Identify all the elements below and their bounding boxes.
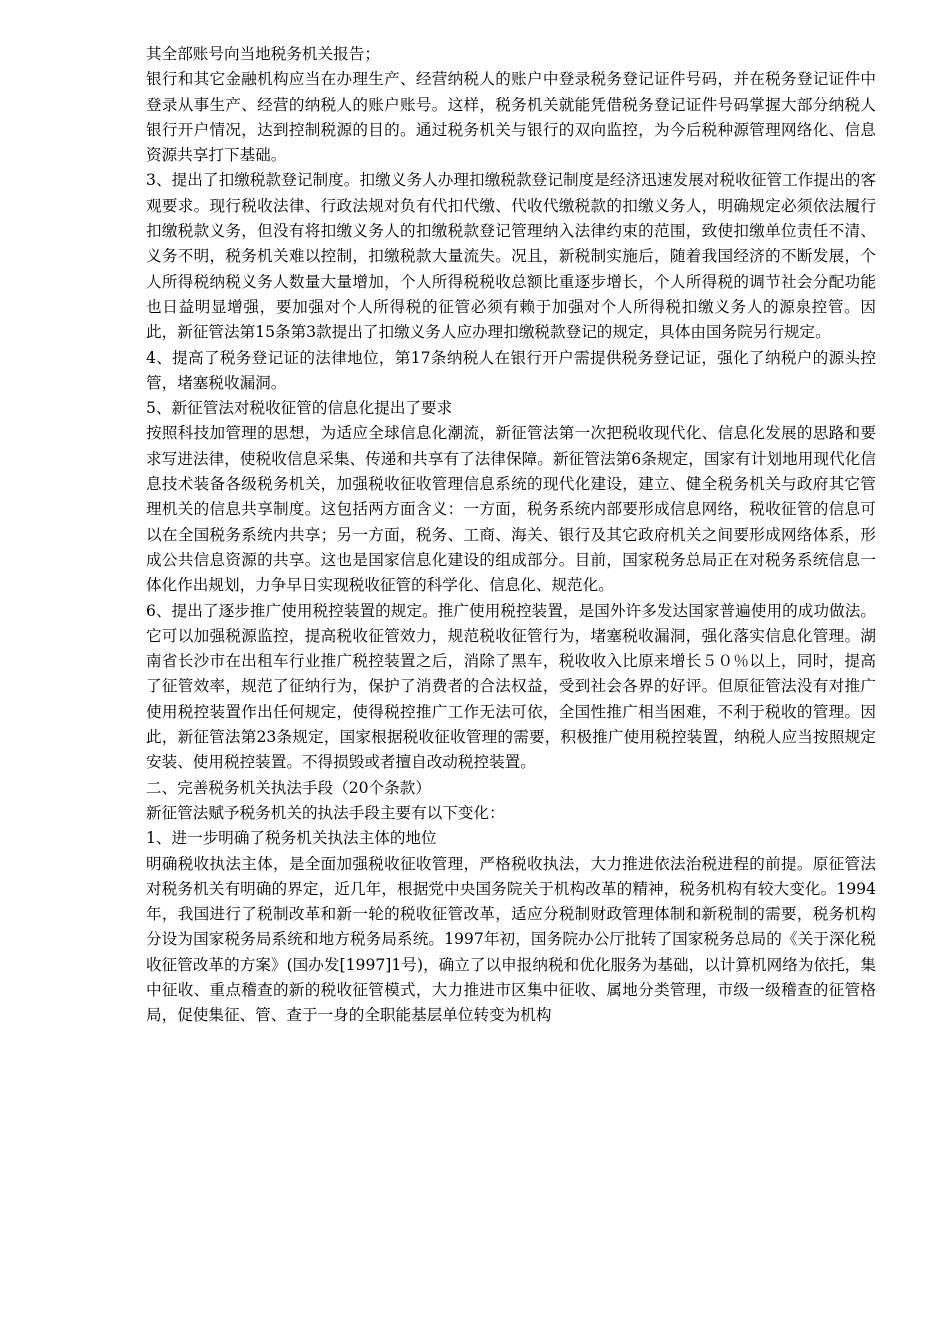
paragraph-informatization: 按照科技加管理的思想，为适应全球信息化潮流，新征管法第一次把税收现代化、信息化发展的思路和要求写进法律，使税收信息采集、传递和共享有了法律保障。新征管法第6条规定，国家有计划地用现代化信息技术装备各级税务机关，加强税收征收管理信息系统的现代化建设，建立、健全税务机关与政府其它管理机关的信息共享制度。这包括两方面含义：一方面，税务系统内部要形成信息网络，税收征管的信息可以在全国税务系统内共享；另一方面，税务、工商、海关、银行及其它政府机关之间要形成网络体系，形成公共信息资源的共享。这也是国家信息化建设的组成部分。目前，国家税务总局正在对税务系统信息一体化作出规划，力争早日实现税收征管的科学化、信息化、规范化。 [146, 424, 876, 595]
section-heading-2: 二、完善税务机关执法手段（20个条款） [146, 778, 431, 797]
paragraph-item-4: 4、提高了税务登记证的法律地位，第17条纳税人在银行开户需提供税务登记证，强化了纳税户的源头控管，堵塞税收漏洞。 [146, 348, 876, 392]
paragraph-subheading-1: 1、进一步明确了税务机关执法主体的地位 [146, 829, 437, 848]
paragraph-enforcement-subject: 明确税收执法主体，是全面加强税收征收管理，严格税收执法，大力推进依法治税进程的前提。原征管法对税务机关有明确的界定，近几年，根据党中央国务院关于机构改革的精神，税务机构有较大变化。1994年，我国进行了税制改革和新一轮的税收征管改革，适应分税制财政管理体制和新税制的需要，税务机构分设为国家税务局系统和地方税务局系统。1997年初，国务院办公厅批转了国家税务总局的《关于深化税收征管改革的方案》(国办发[1997]1号)，确立了以申报纳税和优化服务为基础，以计算机网络为依托，集中征收、重点稽查的新的税收征管模式，大力推进市区集中征收、属地分类管理，市级一级稽查的征管格局，促使集征、管、查于一身的全职能基层单位转变为机构 [146, 854, 876, 1025]
paragraph-item-5-heading: 5、新征管法对税收征管的信息化提出了要求 [146, 399, 453, 418]
paragraph-intro: 新征管法赋予税务机关的执法手段主要有以下变化： [146, 803, 505, 822]
paragraph-item-3: 3、提出了扣缴税款登记制度。扣缴义务人办理扣缴税款登记制度是经济迅速发展对税收征管工作提出的客观要求。现行税收法律、行政法规对负有代扣代缴、代收代缴税款的扣缴义务人，明确规定必须依法履行扣缴税款义务，但没有将扣缴义务人的扣缴税款登记管理纳入法律约束的范围，致使扣缴单位责任不清、义务不明，税务机关难以控制，扣缴税款大量流失。况且，新税制实施后，随着我国经济的不断发展，个人所得税纳税义务人数量大量增加，个人所得税税收总额比重逐步增长，个人所得税的调节社会分配功能也日益明显增强，要加强对个人所得税的征管必须有赖于加强对个人所得税扣缴义务人的源泉控管。因此，新征管法第15条第3款提出了扣缴义务人应办理扣缴税款登记的规定，具体由国务院另行规定。 [146, 171, 876, 342]
paragraph-continuation: 其全部账号向当地税务机关报告； [146, 45, 380, 63]
paragraph-bank-account: 银行和其它金融机构应当在办理生产、经营纳税人的账户中登录税务登记证件号码，并在税务登记证件中登录从事生产、经营的纳税人的账户账号。这样，税务机关就能凭借税务登记证件号码掌握大部分纳税人银行开户情况，达到控制税源的目的。通过税务机关与银行的双向监控，为今后税种源管理网络化、信息资源共享打下基础。 [146, 70, 876, 165]
document-body [146, 42, 876, 1029]
paragraph-item-6: 6、提出了逐步推广使用税控装置的规定。推广使用税控装置，是国外许多发达国家普遍使用的成功做法。它可以加强税源监控，提高税收征管效力，规范税收征管行为，堵塞税收漏洞，强化落实信息化管理。湖南省长沙市在出租车行业推广税控装置之后，消除了黑车，税收收入比原来增长５０％以上，同时，提高了征管效率，规范了征纳行为，保护了消费者的合法权益，受到社会各界的好评。但原征管法没有对推广使用税控装置作出任何规定，使得税控推广工作无法可依，全国性推广相当困难，不利于税收的管理。因此，新征管法第23条规定，国家根据税收征收管理的需要，积极推广使用税控装置，纳税人应当按照规定安装、使用税控装置。不得损毁或者擅自改动税控装置。 [146, 601, 876, 772]
